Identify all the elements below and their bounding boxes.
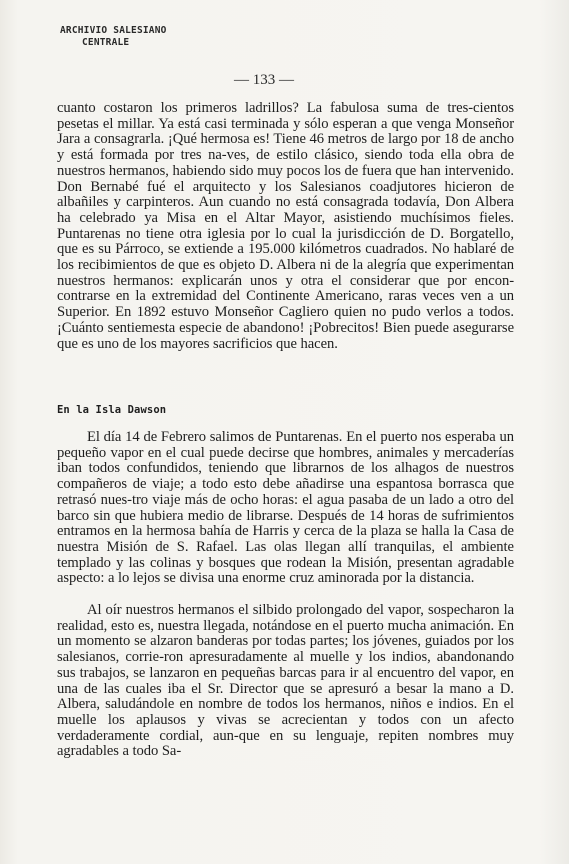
section-heading: En la Isla Dawson <box>57 404 167 416</box>
page-number: — 133 — <box>234 72 294 88</box>
body-paragraph-2 <box>57 430 514 587</box>
archive-stamp <box>60 25 167 49</box>
paragraph-text: Al oír nuestros hermanos el silbido prolongado del vapor, sospecharon la realidad, esto es, nuestra llegada, notándose en el puerto mucha animación. En un momento se alzaron banderas por todas partes; los jóvenes, guiados por los salesianos, corrie-ron apresuradamente al muelle y los indios, abandonando sus trabajos, se lanzaron en pequeñas barcas para ir al encuentro del vapor, en una de las cuales iba el Sr. Director que se apresuró a besar la mano a D. Albera, saludándole en nombre de todos los hermanos, niños e indios. En el muelle los aplausos y vivas se acrecientan y todos con un afecto verdaderamente cordial, aun-que en su lenguaje, repiten nombres muy agradables a todo Sa- <box>57 602 514 760</box>
paragraph-text: El día 14 de Febrero salimos de Puntarenas. En el puerto nos esperaba un pequeño vapor en el cual puede decirse que hombres, animales y mercaderías iban todos confundidos, teniendo que librarnos de los alhagos de nuestros compañeros de viaje; a todo esto debe añadirse una espantosa borrasca que retrasó nues-tro viaje más de ocho horas: el agua pasaba de un lado a otro del barco sin que hubiera medio de librarse. Después de 14 horas de sufrimientos entramos en la hermosa bahía de Harris y cerca de la plaza se halla la Casa de nuestra Misión de S. Rafael. Las olas llegan allí tranquilas, el ambiente templado y las colinas y bosques que rodean la Misión, presentan agradable aspecto: a lo lejos se divisa una enorme cruz aminorada por la distancia. <box>57 429 514 587</box>
archive-stamp-line-2: CENTRALE <box>82 37 130 48</box>
archive-stamp-line-1: ARCHIVIO SALESIANO <box>60 25 167 36</box>
body-paragraph-3 <box>57 603 514 760</box>
paragraph-text: cuanto costaron los primeros ladrillos? La fabulosa suma de tres-cientos pesetas el millar. Ya está casi terminada y sólo esperan a que venga Monseñor Jara a consagrarla. ¡Qué hermosa es! Tiene 46 metros de largo por 18 de ancho y está formada por tres na-ves, de estilo clásico, siendo toda ella obra de nuestros hermanos, habiendo sido muy pocos los de fuera que han intervenido. Don Bernabé fué el arquitecto y los Salesianos coadjutores hicieron de albañiles y carpinteros. Aun cuando no está consagrada todavía, Don Albera ha celebrado ya Misa en el Altar Mayor, asistiendo muchísimos fieles. Puntarenas no tiene otra iglesia por lo cual la jurisdicción de D. Borgatello, que es su Párroco, se extiende a 195.000 kilómetros cuadrados. No hablaré de los recibimientos de que es objeto D. Albera ni de la alegría que experimentan nuestros hermanos: explicarán unos y otra el considerar que por encon-contrarse en la extremidad del Continente Americano, raras veces ven a un Superior. En 1892 estuvo Monseñor Cagliero quien no pudo verlos a todos. ¡Cuánto sentiemesta especie de abandono! ¡Pobrecitos! Bien puede asegurarse que es uno de los mayores sacrificios que hacen. <box>57 100 514 352</box>
body-paragraph-1 <box>57 101 514 352</box>
